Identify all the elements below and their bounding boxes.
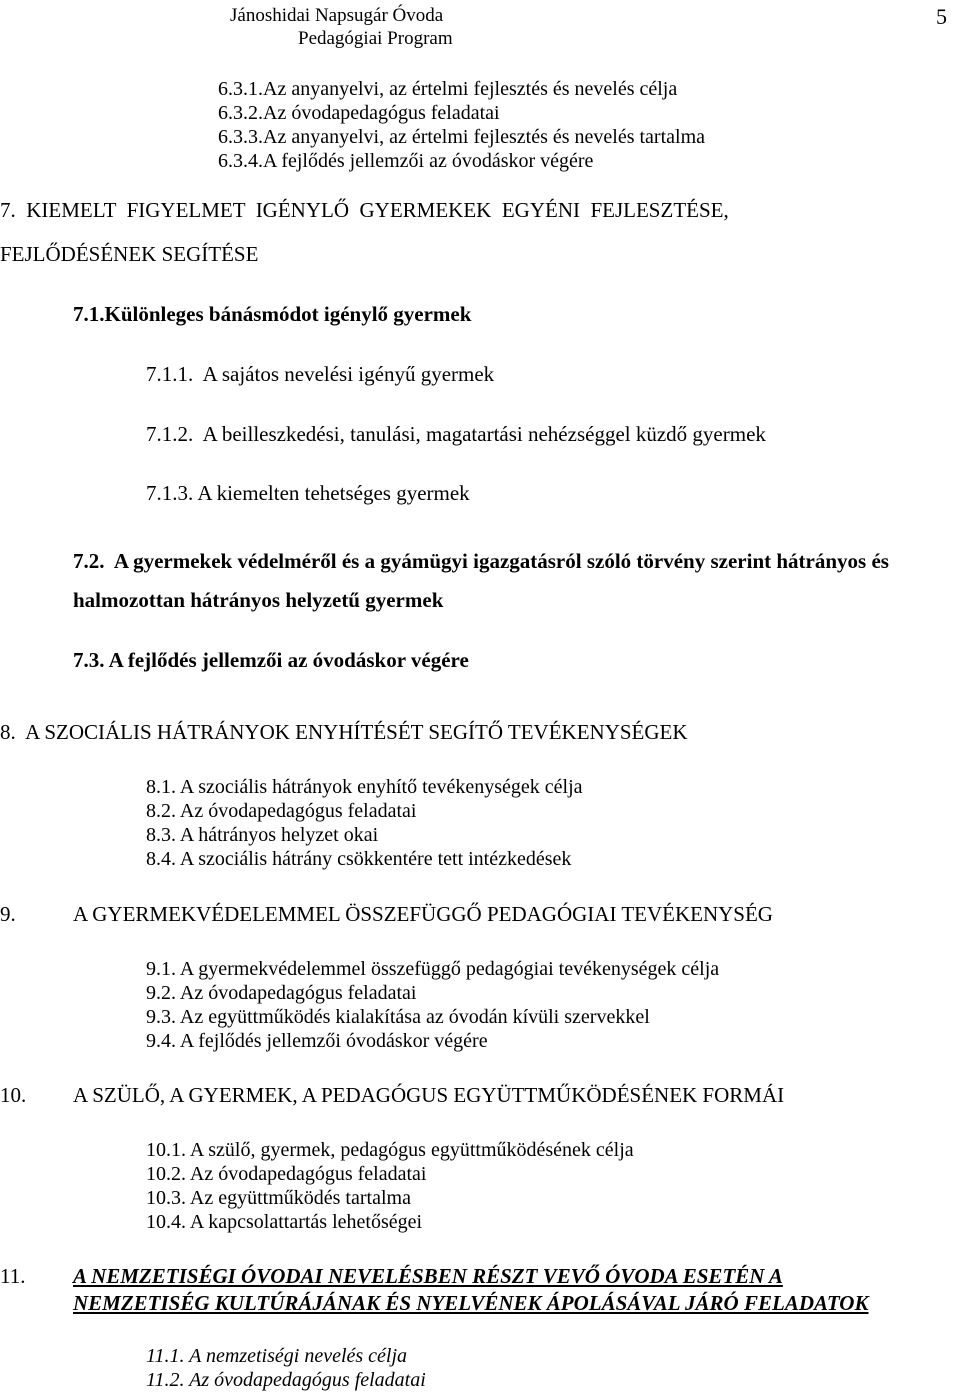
- toc-entry-11-2[interactable]: 11.2. Az óvodapedagógus feladatai: [146, 1369, 426, 1391]
- toc-list-9: [146, 957, 719, 1053]
- toc-section-9-title[interactable]: A GYERMEKVÉDELEMMEL ÖSSZEFÜGGŐ PEDAGÓGIAI TEVÉKENYSÉG: [73, 902, 773, 926]
- page-number: 5: [936, 4, 947, 29]
- toc-section-8-title[interactable]: 8. A SZOCIÁLIS HÁTRÁNYOK ENYHÍTÉSÉT SEGÍTŐ TEVÉKENYSÉGEK: [0, 720, 688, 744]
- toc-section-10-title[interactable]: A SZÜLŐ, A GYERMEK, A PEDAGÓGUS EGYÜTTMŰKÖDÉSÉNEK FORMÁI: [73, 1083, 785, 1107]
- toc-entry-9-2[interactable]: 9.2. Az óvodapedagógus feladatai: [146, 982, 417, 1004]
- toc-entry-7-1-1[interactable]: 7.1.1. A sajátos nevelési igényű gyermek: [146, 362, 495, 386]
- toc-section-11-title-line1[interactable]: A NEMZETISÉGI ÓVODAI NEVELÉSBEN RÉSZT VEVŐ ÓVODA ESETÉN A: [73, 1264, 783, 1288]
- toc-entry-9-1[interactable]: 9.1. A gyermekvédelemmel összefüggő pedagógiai tevékenységek célja: [146, 958, 720, 980]
- toc-entry-10-1[interactable]: 10.1. A szülő, gyermek, pedagógus együttműködésének célja: [146, 1139, 634, 1161]
- toc-list-11: [146, 1344, 426, 1392]
- toc-list-6-3: [218, 77, 705, 173]
- toc-entry-10-3[interactable]: 10.3. Az együttműködés tartalma: [146, 1187, 411, 1209]
- toc-entry-7-2-line2[interactable]: halmozottan hátrányos helyzetű gyermek: [73, 588, 444, 612]
- toc-section-11-number: 11.: [0, 1264, 26, 1288]
- toc-list-8: [146, 775, 583, 871]
- toc-entry-6-3-2[interactable]: 6.3.2.Az óvodapedagógus feladatai: [218, 102, 500, 124]
- toc-entry-7-1[interactable]: 7.1.Különleges bánásmódot igénylő gyermek: [73, 302, 472, 326]
- toc-entry-6-3-3[interactable]: 6.3.3.Az anyanyelvi, az értelmi fejlesztés és nevelés tartalma: [218, 126, 706, 148]
- toc-section-10-number: 10.: [0, 1083, 27, 1107]
- toc-entry-8-1[interactable]: 8.1. A szociális hátrányok enyhítő tevékenységek célja: [146, 776, 583, 798]
- header-program: Pedagógiai Program: [298, 28, 453, 49]
- toc-section-7-title-line2[interactable]: FEJLŐDÉSÉNEK SEGÍTÉSE: [0, 242, 259, 266]
- toc-section-7-title-line1[interactable]: 7. KIEMELT FIGYELMET IGÉNYLŐ GYERMEKEK EGYÉNI FEJLESZTÉSE,: [0, 198, 729, 222]
- toc-section-9-number: 9.: [0, 902, 16, 926]
- header-org: Jánoshidai Napsugár Óvoda: [230, 5, 444, 26]
- toc-entry-8-2[interactable]: 8.2. Az óvodapedagógus feladatai: [146, 800, 417, 822]
- toc-entry-9-3[interactable]: 9.3. Az együttműködés kialakítása az óvodán kívüli szervekkel: [146, 1006, 650, 1028]
- toc-entry-7-2-line1[interactable]: 7.2. A gyermekek védelméről és a gyámügyi igazgatásról szóló törvény szerint hátrányos és: [73, 549, 889, 573]
- toc-entry-7-1-3[interactable]: 7.1.3. A kiemelten tehetséges gyermek: [146, 481, 470, 505]
- toc-entry-7-1-2[interactable]: 7.1.2. A beilleszkedési, tanulási, magatartási nehézséggel küzdő gyermek: [146, 422, 766, 446]
- toc-entry-9-4[interactable]: 9.4. A fejlődés jellemzői óvodáskor végére: [146, 1030, 488, 1052]
- toc-section-11-title-line2[interactable]: NEMZETISÉG KULTÚRÁJÁNAK ÉS NYELVÉNEK ÁPOLÁSÁVAL JÁRÓ FELADATOK: [73, 1291, 869, 1315]
- toc-list-10: [146, 1138, 634, 1234]
- toc-entry-6-3-1[interactable]: 6.3.1.Az anyanyelvi, az értelmi fejlesztés és nevelés célja: [218, 78, 678, 100]
- toc-entry-8-3[interactable]: 8.3. A hátrányos helyzet okai: [146, 824, 379, 846]
- toc-entry-8-4[interactable]: 8.4. A szociális hátrány csökkentére tett intézkedések: [146, 848, 572, 870]
- toc-entry-10-2[interactable]: 10.2. Az óvodapedagógus feladatai: [146, 1163, 427, 1185]
- toc-entry-7-3[interactable]: 7.3. A fejlődés jellemzői az óvodáskor végére: [73, 648, 469, 672]
- toc-entry-11-1[interactable]: 11.1. A nemzetiségi nevelés célja: [146, 1345, 408, 1367]
- toc-entry-10-4[interactable]: 10.4. A kapcsolattartás lehetőségei: [146, 1211, 423, 1233]
- toc-entry-6-3-4[interactable]: 6.3.4.A fejlődés jellemzői az óvodáskor végére: [218, 150, 594, 172]
